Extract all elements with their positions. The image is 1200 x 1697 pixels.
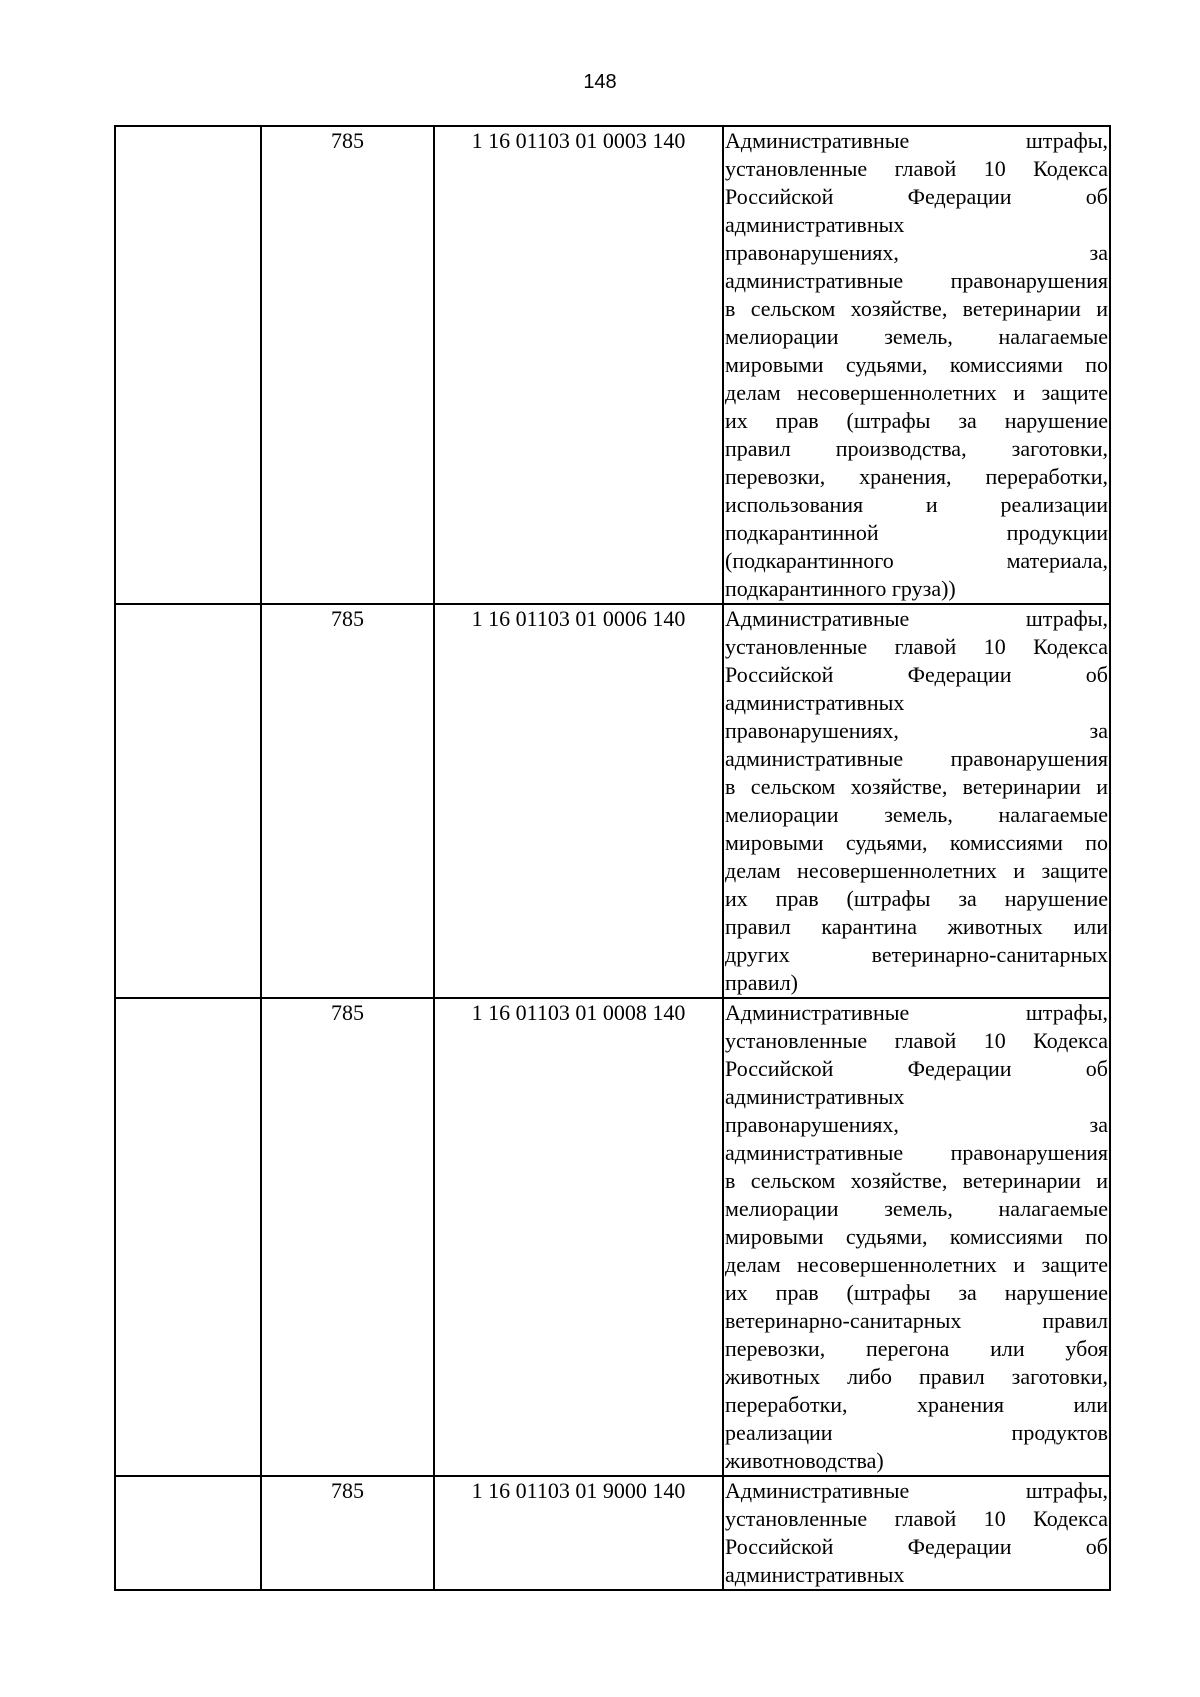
kbk-code-cell: 1 16 01103 01 0006 140 xyxy=(434,604,723,998)
description-line: подкарантинного груза)) xyxy=(725,576,956,601)
description-line: мелиорации земель, налагаемые xyxy=(725,324,1108,349)
description-line: административные правонарушения xyxy=(725,268,1108,293)
description-line: делам несовершеннолетних и защите xyxy=(725,380,1108,405)
table-row xyxy=(115,126,1110,604)
description-line: использования и реализации xyxy=(725,492,1108,517)
description-line: административных xyxy=(725,212,905,237)
empty-cell xyxy=(115,1476,261,1590)
description-line: установленные главой 10 Кодекса xyxy=(725,156,1108,181)
admin-code-cell: 785 xyxy=(261,1476,434,1590)
admin-code-cell: 785 xyxy=(261,604,434,998)
description-line: Административные штрафы, xyxy=(725,1000,1108,1025)
description-line: в сельском хозяйстве, ветеринарии и xyxy=(725,774,1108,799)
description-line: их прав (штрафы за нарушение xyxy=(725,408,1108,433)
description-line: правил производства, заготовки, xyxy=(725,436,1108,461)
description-line: животноводства) xyxy=(725,1448,884,1473)
admin-code-cell: 785 xyxy=(261,998,434,1476)
description-line: правил карантина животных или xyxy=(725,914,1108,939)
description-line: делам несовершеннолетних и защите xyxy=(725,1252,1108,1277)
description-line: установленные главой 10 Кодекса xyxy=(725,1506,1108,1531)
empty-cell xyxy=(115,604,261,998)
table-body xyxy=(115,126,1110,1590)
description-line: их прав (штрафы за нарушение xyxy=(725,1280,1108,1305)
description-line: Административные штрафы, xyxy=(725,606,1108,631)
page-number: 148 xyxy=(583,71,617,93)
description-line: Административные штрафы, xyxy=(725,1478,1108,1503)
description-line: перевозки, хранения, переработки, xyxy=(725,464,1108,489)
description-line: реализации продуктов xyxy=(725,1420,1108,1445)
description-line: правонарушениях, за xyxy=(725,240,1108,265)
table-row xyxy=(115,1476,1110,1590)
description-line: административные правонарушения xyxy=(725,1140,1108,1165)
budget-codes-table xyxy=(114,125,1111,1591)
description-cell xyxy=(723,126,1110,604)
description-line: установленные главой 10 Кодекса xyxy=(725,634,1108,659)
kbk-code-cell: 1 16 01103 01 9000 140 xyxy=(434,1476,723,1590)
description-line: перевозки, перегона или убоя xyxy=(725,1336,1108,1361)
description-line: административных xyxy=(725,1084,905,1109)
description-line: правил) xyxy=(725,970,799,995)
kbk-code-cell: 1 16 01103 01 0003 140 xyxy=(434,126,723,604)
description-line: Административные штрафы, xyxy=(725,128,1108,153)
kbk-code-cell: 1 16 01103 01 0008 140 xyxy=(434,998,723,1476)
description-line: административных xyxy=(725,690,905,715)
description-line: их прав (штрафы за нарушение xyxy=(725,886,1108,911)
description-line: Российской Федерации об xyxy=(725,1056,1108,1081)
description-line: Российской Федерации об xyxy=(725,662,1108,687)
empty-cell xyxy=(115,126,261,604)
description-line: других ветеринарно-санитарных xyxy=(725,942,1108,967)
table-row xyxy=(115,604,1110,998)
description-line: мелиорации земель, налагаемые xyxy=(725,1196,1108,1221)
description-line: мировыми судьями, комиссиями по xyxy=(725,352,1108,377)
description-line: Российской Федерации об xyxy=(725,184,1108,209)
description-line: мировыми судьями, комиссиями по xyxy=(725,830,1108,855)
description-line: правонарушениях, за xyxy=(725,1112,1108,1137)
description-line: Российской Федерации об xyxy=(725,1534,1108,1559)
description-line: правонарушениях, за xyxy=(725,718,1108,743)
description-line: (подкарантинного материала, xyxy=(725,548,1108,573)
table-row xyxy=(115,998,1110,1476)
description-cell xyxy=(723,604,1110,998)
empty-cell xyxy=(115,998,261,1476)
description-line: ветеринарно-санитарных правил xyxy=(725,1308,1108,1333)
description-line: мелиорации земель, налагаемые xyxy=(725,802,1108,827)
description-line: в сельском хозяйстве, ветеринарии и xyxy=(725,296,1108,321)
description-line: мировыми судьями, комиссиями по xyxy=(725,1224,1108,1249)
description-line: переработки, хранения или xyxy=(725,1392,1108,1417)
description-line: административные правонарушения xyxy=(725,746,1108,771)
description-line: в сельском хозяйстве, ветеринарии и xyxy=(725,1168,1108,1193)
description-line: делам несовершеннолетних и защите xyxy=(725,858,1108,883)
description-cell xyxy=(723,1476,1110,1590)
description-line: животных либо правил заготовки, xyxy=(725,1364,1108,1389)
description-line: установленные главой 10 Кодекса xyxy=(725,1028,1108,1053)
description-cell xyxy=(723,998,1110,1476)
description-line: подкарантинной продукции xyxy=(725,520,1108,545)
description-line: административных xyxy=(725,1562,905,1587)
admin-code-cell: 785 xyxy=(261,126,434,604)
